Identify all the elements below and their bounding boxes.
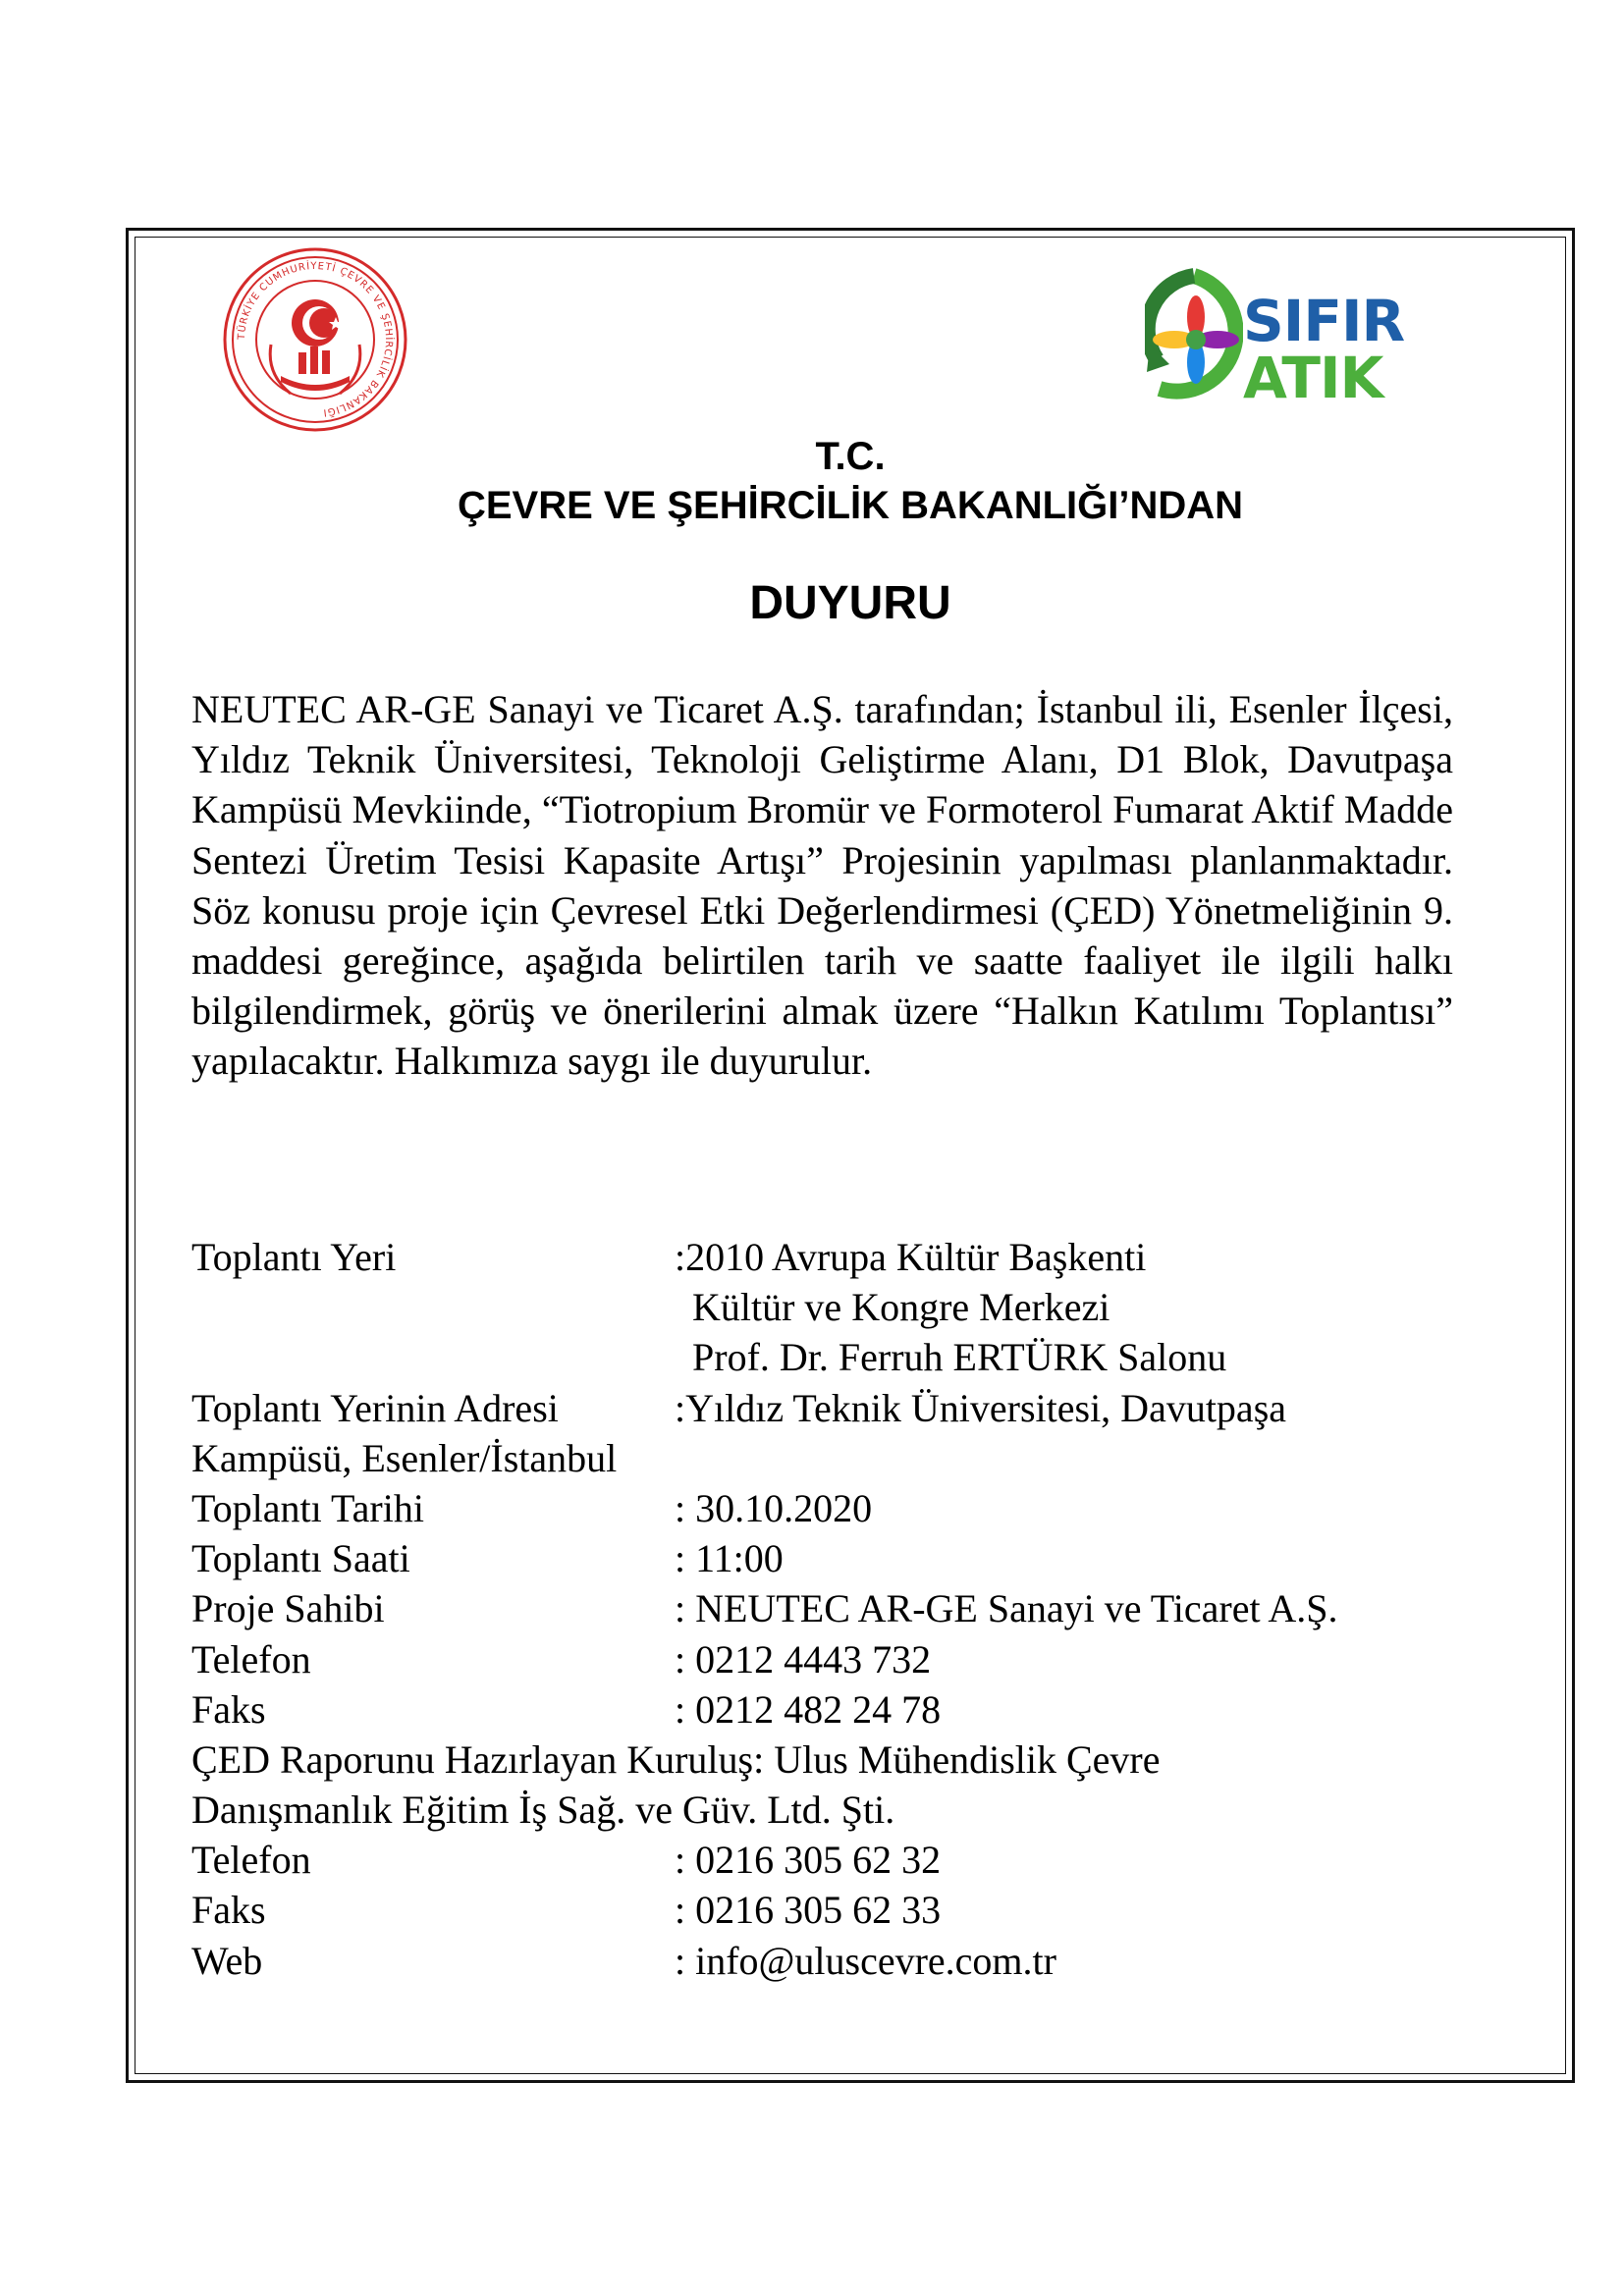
- info-row-phone-1: [191, 1634, 1458, 1684]
- info-row-place-3: [191, 1332, 1458, 1382]
- info-row-time: [191, 1533, 1458, 1583]
- meeting-info: [191, 1232, 1458, 1986]
- address-value: :Yıldız Teknik Üniversitesi, Davutpaşa: [675, 1385, 1287, 1430]
- announcement-frame: [126, 228, 1575, 2083]
- info-row-address-cont: [191, 1433, 1458, 1483]
- sifir-word: SIFIR: [1243, 288, 1405, 354]
- title-tc: T.C.: [815, 435, 886, 478]
- info-row-fax-1: [191, 1684, 1458, 1735]
- ced-preparer-line-2: Danışmanlık Eğitim İş Sağ. ve Güv. Ltd. Şti.: [191, 1788, 895, 1833]
- info-row-ced-2: [191, 1785, 1458, 1835]
- info-row-address: [191, 1383, 1458, 1433]
- ced-preparer-line-1: ÇED Raporunu Hazırlayan Kuruluş: Ulus Mühendislik Çevre: [191, 1736, 1161, 1782]
- date-label: Toplantı Tarihi: [191, 1485, 424, 1530]
- info-row-date: [191, 1483, 1458, 1533]
- phone-label: Telefon: [191, 1838, 311, 1883]
- phone-value: : 0216 305 62 32: [675, 1838, 942, 1883]
- place-line-3: Prof. Dr. Ferruh ERTÜRK Salonu: [692, 1335, 1227, 1380]
- info-row-fax-2: [191, 1885, 1458, 1935]
- place-line-2: Kültür ve Kongre Merkezi: [692, 1285, 1110, 1330]
- info-row-place: [191, 1232, 1458, 1282]
- phone-label: Telefon: [191, 1636, 311, 1682]
- fax-value: : 0212 482 24 78: [675, 1686, 942, 1732]
- info-row-ced-1: [191, 1735, 1458, 1785]
- atik-word: ATIK: [1243, 345, 1383, 411]
- title-ministry: ÇEVRE VE ŞEHİRCİLİK BAKANLIĞI’NDAN: [457, 484, 1244, 527]
- time-label: Toplantı Saati: [191, 1536, 410, 1581]
- info-row-phone-2: [191, 1835, 1458, 1885]
- info-row-web: [191, 1936, 1458, 1986]
- fax-label: Faks: [191, 1888, 266, 1933]
- web-label: Web: [191, 1938, 263, 1983]
- date-value: : 30.10.2020: [675, 1485, 873, 1530]
- fax-label: Faks: [191, 1686, 266, 1732]
- owner-label: Proje Sahibi: [191, 1586, 385, 1631]
- place-value: :2010 Avrupa Kültür Başkenti: [675, 1235, 1147, 1279]
- web-value: : info@uluscevre.com.tr: [675, 1938, 1056, 1983]
- fax-value: : 0216 305 62 33: [675, 1888, 942, 1933]
- ministry-seal-logo: [222, 246, 408, 433]
- address-continuation: Kampüsü, Esenler/İstanbul: [191, 1435, 618, 1480]
- address-label: Toplantı Yerinin Adresi: [191, 1385, 559, 1430]
- announcement-heading: DUYURU: [749, 577, 951, 629]
- sifir-atik-logo: [1145, 266, 1405, 413]
- phone-value: : 0212 4443 732: [675, 1636, 932, 1682]
- owner-value: : NEUTEC AR-GE Sanayi ve Ticaret A.Ş.: [675, 1586, 1338, 1631]
- announcement-body: NEUTEC AR-GE Sanayi ve Ticaret A.Ş. tarafından; İstanbul ili, Esenler İlçesi, Yıldız Teknik Üniversitesi, Teknoloji Geliştirme Alanı, D1 Blok, Davutpaşa Kampüsü Mevkiinde, “Tiotropium Bromür ve Formoterol Fumarat Aktif Madde Sentezi Üretim Tesisi Kapasite Artışı” Projesinin yapılması planlanmaktadır. Söz konusu proje için Çevresel Etki Değerlendirmesi (ÇED) Yönetmeliğinin 9. maddesi gereğince, aşağıda belirtilen tarih ve saatte faaliyet ile ilgili halkı bilgilendirmek, görüş ve önerilerini almak üzere “Halkın Katılımı Toplantısı” yapılacaktır. Halkımıza saygı ile duyurulur.: [191, 687, 1453, 1084]
- sifir-atik-emblem-icon: [1145, 266, 1243, 413]
- info-row-place-2: [191, 1282, 1458, 1332]
- info-row-owner: [191, 1583, 1458, 1633]
- time-value: : 11:00: [675, 1536, 784, 1581]
- place-label: Toplantı Yeri: [191, 1235, 397, 1279]
- seal-ring-text: TÜRKİYE CUMHURİYETİ ÇEVRE VE ŞEHİRCİLİK BAKANLIĞI: [236, 260, 395, 418]
